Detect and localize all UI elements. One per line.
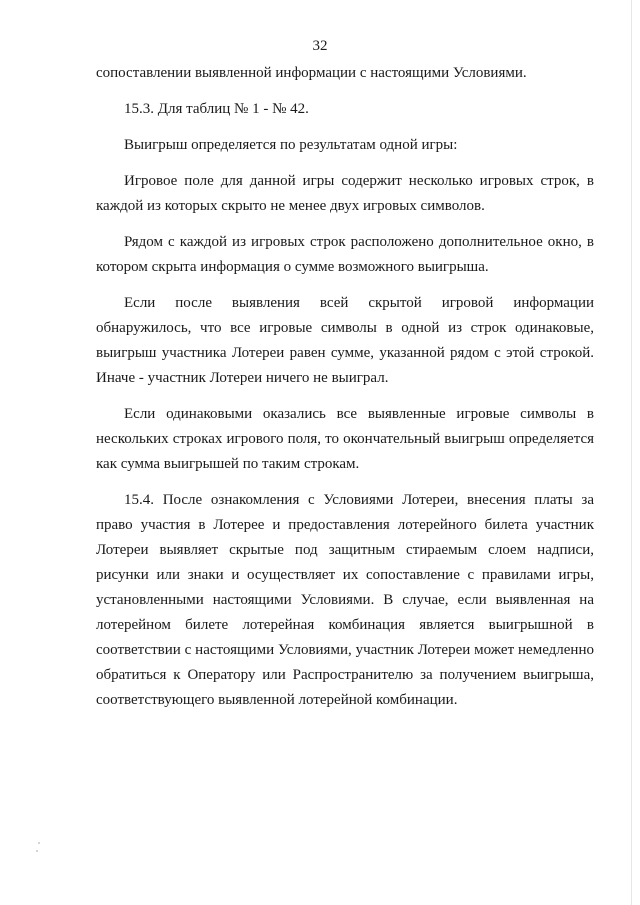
- paragraph-game-field: Игровое поле для данной игры содержит несколько игровых строк, в каждой из которых скрыто не менее двух игровых символов.: [96, 173, 594, 214]
- paragraph-win-determination: Выигрыш определяется по результатам одной игры:: [124, 137, 458, 153]
- paragraph-continuation: сопоставлении выявленной информации с настоящими Условиями.: [96, 65, 527, 81]
- paragraph-multiple-rows: Если одинаковыми оказались все выявленные игровые символы в нескольких строках игрового поля, то окончательный выигрыш определяется как сумма выигрышей по таким строкам.: [96, 406, 594, 472]
- scan-speck: [38, 842, 40, 844]
- paragraph-additional-window: Рядом с каждой из игровых строк расположено дополнительное окно, в котором скрыта информация о сумме возможного выигрыша.: [96, 234, 594, 275]
- scan-edge-line: [631, 0, 632, 905]
- section-15-4-paragraph: 15.4. После ознакомления с Условиями Лотереи, внесения платы за право участия в Лотерее и предоставления лотерейного билета участник Лотереи выявляет скрытые под защитным стираемым слоем надписи, рисунки или знаки и осуществляет их сопоставление с правилами игры, установленными настоящими Условиями. В случае, если выявленная на лотерейном билете лотерейная комбинация является выигрышной в соответствии с настоящими Условиями, участник Лотереи может немедленно обратиться к Оператору или Распространителю за получением выигрыша, соответствующего выявленной лотерейной комбинации.: [96, 492, 594, 708]
- document-body: [96, 61, 594, 724]
- page-number: 32: [312, 38, 328, 54]
- paragraph-win-condition: Если после выявления всей скрытой игровой информации обнаружилось, что все игровые символы в одной из строк одинаковые, выигрыш участника Лотереи равен сумме, указанной рядом с этой строкой. Иначе - участник Лотереи ничего не выиграл.: [96, 295, 594, 386]
- section-heading-15-3: 15.3. Для таблиц № 1 - № 42.: [124, 101, 309, 117]
- scan-speck: [36, 850, 38, 852]
